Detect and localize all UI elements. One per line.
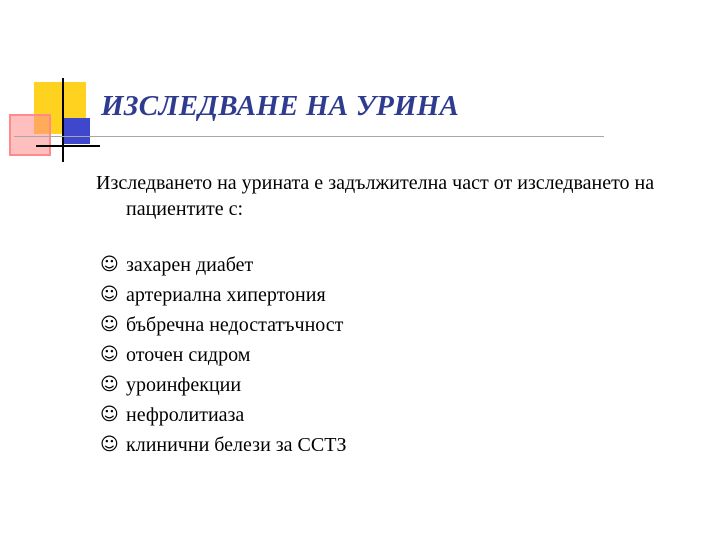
smiley-bullet-icon: ☺: [100, 314, 119, 335]
smiley-bullet-icon: ☺: [100, 404, 119, 425]
list-item: [100, 400, 346, 430]
list-item-text: клинични белези за ССТЗ: [126, 434, 347, 456]
slide-title: ИЗСЛЕДВАНЕ НА УРИНА: [101, 90, 460, 122]
red-square-fill: [11, 116, 49, 154]
list-item: [100, 370, 346, 400]
smiley-bullet-icon: ☺: [100, 254, 119, 275]
list-item-text: захарен диабет: [126, 254, 254, 276]
list-item-text: бъбречна недостатъчност: [126, 314, 344, 336]
list-item-text: уроинфекции: [126, 374, 242, 396]
smiley-bullet-icon: ☺: [100, 344, 119, 365]
list-item: [100, 430, 346, 460]
title-divider: [14, 136, 604, 137]
condition-list: [100, 250, 346, 460]
list-item: [100, 280, 346, 310]
list-item-text: оточен сидром: [126, 344, 251, 366]
list-item: [100, 340, 346, 370]
blue-square: [64, 118, 90, 144]
list-item: [100, 310, 346, 340]
smiley-bullet-icon: ☺: [100, 284, 119, 305]
list-item-text: артериална хипертония: [126, 284, 326, 306]
intro-text: Изследването на урината е задължителна част от изследването на пациентите с:: [96, 172, 655, 220]
smiley-bullet-icon: ☺: [100, 374, 119, 395]
smiley-bullet-icon: ☺: [100, 434, 119, 455]
list-item-text: нефролитиаза: [126, 404, 245, 426]
list-item: [100, 250, 346, 280]
